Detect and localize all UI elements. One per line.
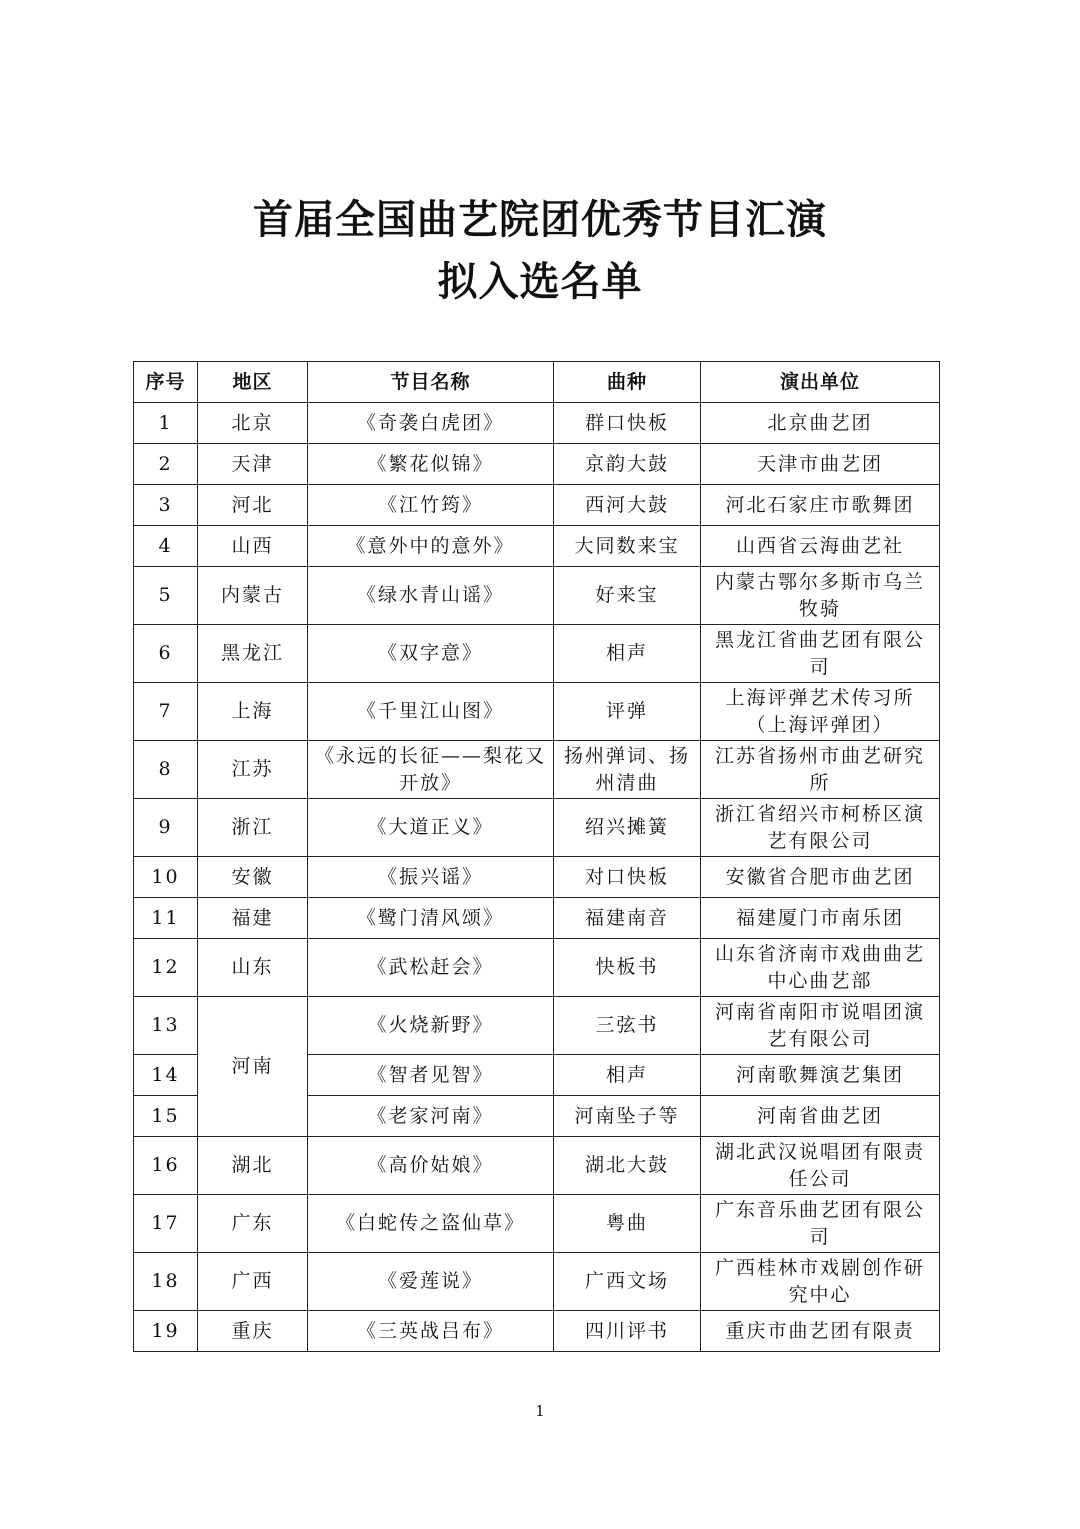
program-cell: 《繁花似锦》 — [308, 444, 554, 485]
genre-cell: 三弦书 — [554, 997, 701, 1055]
row-number: 11 — [134, 898, 198, 939]
region-cell: 天津 — [198, 444, 308, 485]
table-row — [134, 1311, 940, 1352]
program-cell: 《爱莲说》 — [308, 1253, 554, 1311]
program-cell: 《三英战吕布》 — [308, 1311, 554, 1352]
program-cell: 《武松赶会》 — [308, 939, 554, 997]
row-number: 14 — [134, 1055, 198, 1096]
table-row — [134, 625, 940, 683]
troupe-cell: 北京曲艺团 — [701, 403, 940, 444]
troupe-cell: 黑龙江省曲艺团有限公司 — [701, 625, 940, 683]
program-cell: 《千里江山图》 — [308, 683, 554, 741]
troupe-cell: 安徽省合肥市曲艺团 — [701, 857, 940, 898]
troupe-cell: 上海评弹艺术传习所（上海评弹团） — [701, 683, 940, 741]
genre-cell: 群口快板 — [554, 403, 701, 444]
row-number: 3 — [134, 485, 198, 526]
program-cell: 《白蛇传之盗仙草》 — [308, 1195, 554, 1253]
row-number: 13 — [134, 997, 198, 1055]
row-number: 5 — [134, 567, 198, 625]
header-cell: 演出单位 — [701, 362, 940, 403]
document-title: 首届全国曲艺院团优秀节目汇演 — [253, 197, 827, 243]
document-subtitle: 拟入选名单 — [437, 259, 643, 305]
troupe-cell: 山西省云海曲艺社 — [701, 526, 940, 567]
region-cell: 重庆 — [198, 1311, 308, 1352]
region-cell: 江苏 — [198, 741, 308, 799]
region-cell: 山东 — [198, 939, 308, 997]
troupe-cell: 河南省南阳市说唱团演艺有限公司 — [701, 997, 940, 1055]
region-cell: 黑龙江 — [198, 625, 308, 683]
program-cell: 《江竹筠》 — [308, 485, 554, 526]
troupe-cell: 内蒙古鄂尔多斯市乌兰牧骑 — [701, 567, 940, 625]
genre-cell: 大同数来宝 — [554, 526, 701, 567]
table-row — [134, 567, 940, 625]
page-number: 1 — [535, 1402, 545, 1420]
genre-cell: 四川评书 — [554, 1311, 701, 1352]
table-row — [134, 799, 940, 857]
troupe-cell: 重庆市曲艺团有限责 — [701, 1311, 940, 1352]
region-cell: 安徽 — [198, 857, 308, 898]
troupe-cell: 福建厦门市南乐团 — [701, 898, 940, 939]
table-row — [134, 997, 940, 1055]
genre-cell: 西河大鼓 — [554, 485, 701, 526]
genre-cell: 对口快板 — [554, 857, 701, 898]
genre-cell: 粤曲 — [554, 1195, 701, 1253]
program-cell: 《大道正义》 — [308, 799, 554, 857]
program-cell: 《老家河南》 — [308, 1096, 554, 1137]
header-cell: 节目名称 — [308, 362, 554, 403]
region-cell: 河南 — [198, 997, 308, 1137]
troupe-cell: 河南省曲艺团 — [701, 1096, 940, 1137]
region-cell: 山西 — [198, 526, 308, 567]
table-row — [134, 857, 940, 898]
program-cell: 《振兴谣》 — [308, 857, 554, 898]
header-cell: 序号 — [134, 362, 198, 403]
program-cell: 《永远的长征——梨花又开放》 — [308, 741, 554, 799]
row-number: 1 — [134, 403, 198, 444]
region-cell: 内蒙古 — [198, 567, 308, 625]
genre-cell: 相声 — [554, 1055, 701, 1096]
table-row — [134, 526, 940, 567]
region-cell: 北京 — [198, 403, 308, 444]
row-number: 16 — [134, 1137, 198, 1195]
row-number: 9 — [134, 799, 198, 857]
table-row — [134, 485, 940, 526]
troupe-cell: 广西桂林市戏剧创作研究中心 — [701, 1253, 940, 1311]
row-number: 12 — [134, 939, 198, 997]
genre-cell: 相声 — [554, 625, 701, 683]
table-row — [134, 444, 940, 485]
row-number: 6 — [134, 625, 198, 683]
row-number: 10 — [134, 857, 198, 898]
table-row — [134, 741, 940, 799]
genre-cell: 好来宝 — [554, 567, 701, 625]
region-cell: 上海 — [198, 683, 308, 741]
region-cell: 福建 — [198, 898, 308, 939]
row-number: 8 — [134, 741, 198, 799]
genre-cell: 广西文场 — [554, 1253, 701, 1311]
genre-cell: 湖北大鼓 — [554, 1137, 701, 1195]
genre-cell: 快板书 — [554, 939, 701, 997]
table-row — [134, 683, 940, 741]
row-number: 19 — [134, 1311, 198, 1352]
row-number: 15 — [134, 1096, 198, 1137]
header-cell: 曲种 — [554, 362, 701, 403]
genre-cell: 评弹 — [554, 683, 701, 741]
program-cell: 《双字意》 — [308, 625, 554, 683]
troupe-cell: 山东省济南市戏曲曲艺中心曲艺部 — [701, 939, 940, 997]
roster-table — [133, 361, 940, 1352]
row-number: 17 — [134, 1195, 198, 1253]
troupe-cell: 广东音乐曲艺团有限公司 — [701, 1195, 940, 1253]
table-row — [134, 939, 940, 997]
genre-cell: 河南坠子等 — [554, 1096, 701, 1137]
genre-cell: 京韵大鼓 — [554, 444, 701, 485]
troupe-cell: 江苏省扬州市曲艺研究所 — [701, 741, 940, 799]
program-cell: 《绿水青山谣》 — [308, 567, 554, 625]
table-row — [134, 1137, 940, 1195]
program-cell: 《高价姑娘》 — [308, 1137, 554, 1195]
troupe-cell: 天津市曲艺团 — [701, 444, 940, 485]
program-cell: 《意外中的意外》 — [308, 526, 554, 567]
table-row — [134, 403, 940, 444]
row-number: 7 — [134, 683, 198, 741]
troupe-cell: 浙江省绍兴市柯桥区演艺有限公司 — [701, 799, 940, 857]
program-cell: 《火烧新野》 — [308, 997, 554, 1055]
genre-cell: 扬州弹词、扬州清曲 — [554, 741, 701, 799]
troupe-cell: 湖北武汉说唱团有限责任公司 — [701, 1137, 940, 1195]
table-row — [134, 1253, 940, 1311]
table-row — [134, 1195, 940, 1253]
region-cell: 广西 — [198, 1253, 308, 1311]
row-number: 18 — [134, 1253, 198, 1311]
region-cell: 广东 — [198, 1195, 308, 1253]
genre-cell: 福建南音 — [554, 898, 701, 939]
program-cell: 《鹭门清风颂》 — [308, 898, 554, 939]
row-number: 2 — [134, 444, 198, 485]
table-row — [134, 898, 940, 939]
troupe-cell: 河南歌舞演艺集团 — [701, 1055, 940, 1096]
table-header-row — [134, 362, 940, 403]
program-cell: 《智者见智》 — [308, 1055, 554, 1096]
region-cell: 河北 — [198, 485, 308, 526]
troupe-cell: 河北石家庄市歌舞团 — [701, 485, 940, 526]
region-cell: 湖北 — [198, 1137, 308, 1195]
region-cell: 浙江 — [198, 799, 308, 857]
program-cell: 《奇袭白虎团》 — [308, 403, 554, 444]
genre-cell: 绍兴摊簧 — [554, 799, 701, 857]
row-number: 4 — [134, 526, 198, 567]
header-cell: 地区 — [198, 362, 308, 403]
